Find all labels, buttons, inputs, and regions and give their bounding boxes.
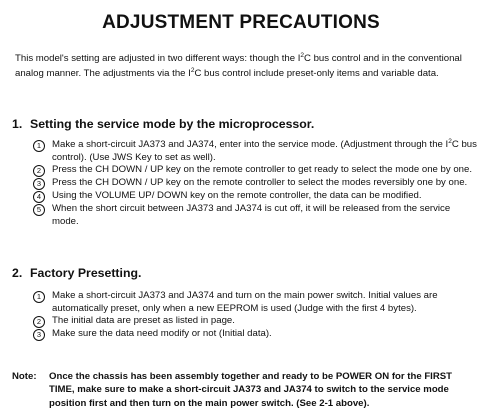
- circled-number-marker: 4: [33, 191, 45, 203]
- section-2-number: 2.: [12, 266, 23, 280]
- item-text: The initial data are preset as listed in page.: [52, 315, 235, 327]
- intro-superscript-1: 2: [300, 51, 304, 59]
- section-1-list: [33, 139, 477, 228]
- circled-number-marker: 2: [33, 316, 45, 328]
- circled-number-marker: 1: [33, 291, 45, 303]
- circled-number-marker: 1: [33, 140, 45, 152]
- intro-superscript-2: 2: [190, 66, 195, 74]
- note-block: [12, 370, 472, 410]
- section-1-item-2: [33, 164, 477, 177]
- intro-text-part2: C bus control and in the conventional analog manner. The adjustments via the I: [15, 53, 462, 79]
- intro-text-part1: This model's setting are adjusted in two different ways: though the I: [15, 53, 301, 64]
- item-text-part-b: C bus control). (Use JWS Key to set as well).: [52, 139, 477, 163]
- intro-paragraph: [15, 52, 471, 81]
- section-1-heading: [12, 117, 314, 131]
- section-2-heading: [12, 266, 141, 280]
- section-2-item-1: [33, 290, 477, 315]
- circled-number-marker: 2: [33, 165, 45, 177]
- section-1-item-5: [33, 203, 477, 228]
- item-text: Make sure the data need modify or not (Initial data).: [52, 328, 272, 340]
- item-text-part-a: Make a short-circuit JA373 and JA374, enter into the service mode. (Adjustment through the I: [52, 139, 449, 150]
- circled-number-marker: 5: [33, 204, 45, 216]
- section-2-item-2: [33, 315, 477, 328]
- circled-number-marker: 3: [33, 178, 45, 190]
- item-text: When the short circuit between JA373 and JA374 is cut off, it will be released from the service mode.: [52, 203, 451, 227]
- section-2-title: Factory Presetting.: [30, 266, 142, 280]
- item-text: [52, 139, 477, 164]
- note-text: Once the chassis has been assembly together and ready to be POWER ON for the FIRST TIME, make sure to make a short-circuit JA373 and JA374 to switch to the service mode position first and then turn on the main power switch. (See 2-1 above).: [49, 371, 453, 409]
- section-1-number: 1.: [12, 117, 23, 131]
- section-1-item-3: [33, 177, 477, 190]
- circled-number-marker: 3: [33, 329, 45, 341]
- section-1-title: Setting the service mode by the microprocessor.: [30, 117, 315, 131]
- intro-text-part3: C bus control include preset-only items and variable data.: [194, 67, 439, 79]
- section-1-item-4: [33, 190, 477, 203]
- item-text: Make a short-circuit JA373 and JA374 and turn on the main power switch. Initial values are automatically preset, only when a new EEPROM is used (Judge with the first 4 bytes).: [52, 290, 438, 314]
- item-text: Using the VOLUME UP/ DOWN key on the remote controller, the data can be modified.: [52, 190, 422, 202]
- section-2-item-3: [33, 328, 477, 341]
- item-text: Press the CH DOWN / UP key on the remote controller to get ready to select the mode one by one.: [52, 164, 473, 176]
- item-text: Press the CH DOWN / UP key on the remote controller to select the modes reversibly one by one.: [52, 177, 468, 189]
- section-1-item-1: [33, 139, 477, 164]
- item-superscript: 2: [448, 137, 452, 145]
- page-title: ADJUSTMENT PRECAUTIONS: [102, 12, 380, 33]
- note-label: Note:: [12, 371, 37, 382]
- section-2-list: [33, 290, 477, 341]
